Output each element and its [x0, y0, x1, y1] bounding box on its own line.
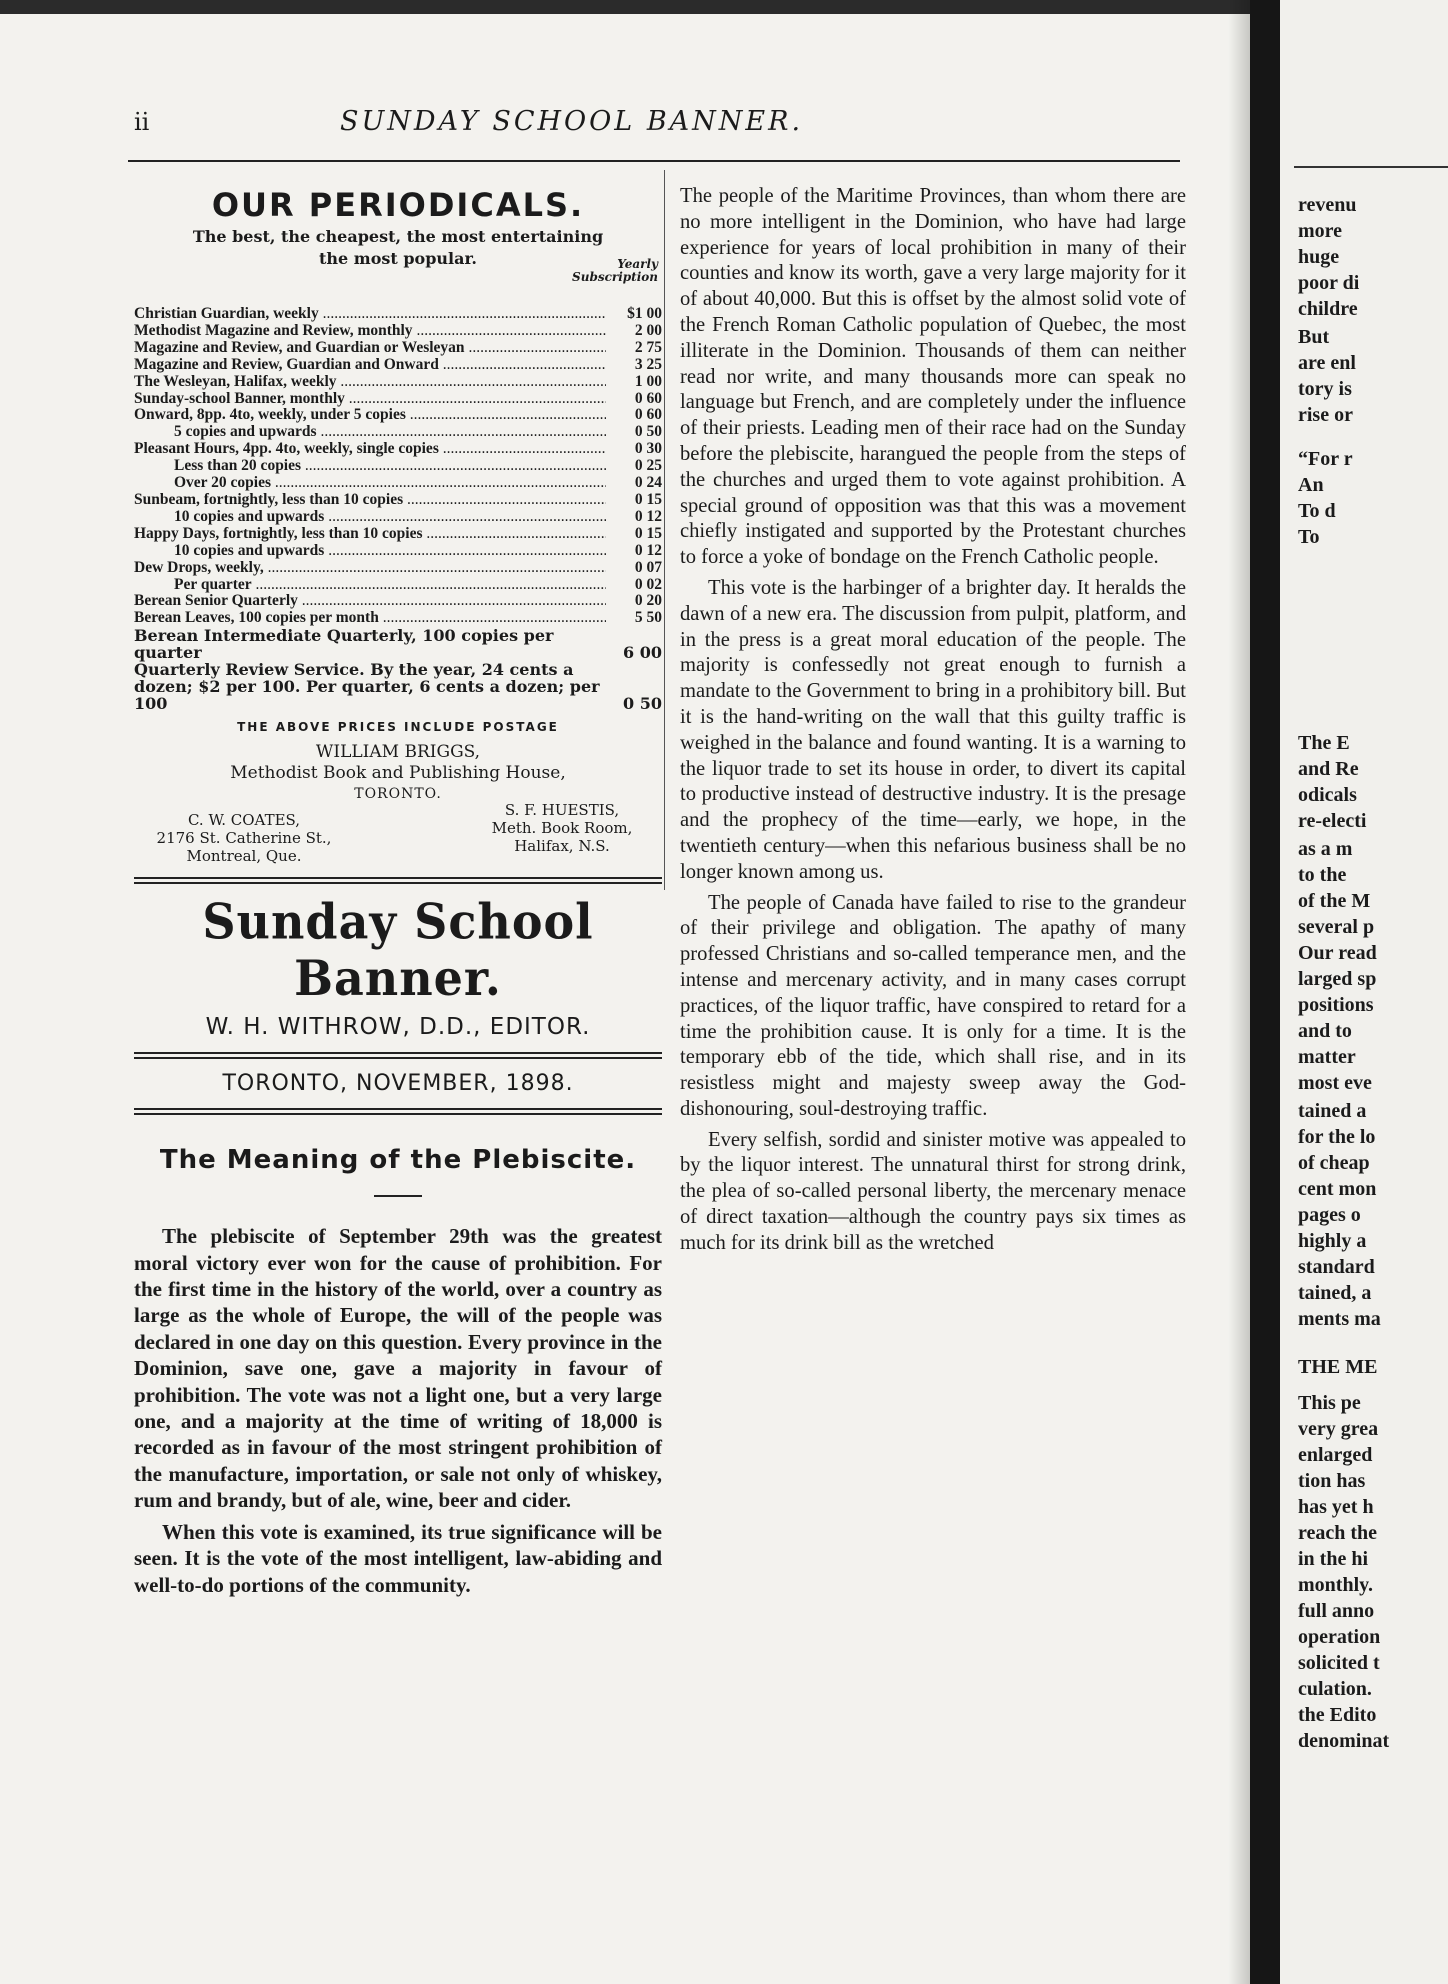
- column-divider: [664, 170, 665, 890]
- agent-line: C. W. COATES,: [187, 811, 301, 830]
- next-page-text-fragment: several p: [1298, 916, 1375, 938]
- price-value: 0 12: [634, 507, 662, 525]
- next-page-text-fragment: childre: [1298, 298, 1358, 320]
- price-row: [134, 543, 662, 560]
- title-rule: [374, 1195, 422, 1197]
- running-head: SUNDAY SCHOOL BANNER.: [340, 106, 804, 137]
- next-page-text-fragment: This pe: [1298, 1392, 1361, 1414]
- price-label: The Wesleyan, Halifax, weekly .....: [134, 374, 606, 391]
- price-value: 0 30: [634, 440, 662, 458]
- price-label: Happy Days, fortnightly, less than 10 copies .....: [134, 526, 606, 543]
- price-row: [134, 357, 662, 374]
- double-rule: [134, 1108, 662, 1115]
- paragraph: The people of Canada have failed to rise to the grandeur of their privilege and obligation. The apathy of many professed Christians and so-called temperance men, and the intense and mercenary activity, and in many cases corrupt practices, of the liquor traffic, have conspired to retard for a time the prohibition cause. It is only for a time. It is the temporary ebb of the tide, which shall rise, and in its resistless might and majesty sweep away the God-dishonouring, soul-destroying traffic.: [680, 891, 1186, 1120]
- next-page-text-fragment: reach the: [1298, 1522, 1378, 1544]
- next-page-text-fragment: the Edito: [1298, 1704, 1377, 1726]
- next-page-text-fragment: rise or: [1298, 404, 1353, 426]
- agent-line: 2176 St. Catherine St.,: [156, 829, 332, 848]
- price-value: 0 20: [634, 592, 662, 610]
- price-label: Berean Senior Quarterly .....: [134, 593, 606, 610]
- price-row: [134, 441, 662, 458]
- price-value: 2 75: [634, 338, 662, 356]
- price-row: [134, 407, 662, 424]
- price-value: 0 50: [634, 423, 662, 441]
- price-label: 5 copies and upwards .....: [134, 424, 606, 441]
- next-page-text-fragment: enlarged: [1298, 1444, 1373, 1466]
- price-row: [134, 526, 662, 543]
- price-row: [134, 391, 662, 408]
- next-page-text-fragment: operation: [1298, 1626, 1381, 1648]
- double-rule: [134, 877, 662, 884]
- next-page-text-fragment: ments ma: [1298, 1308, 1381, 1330]
- periodicals-subtitle-line-2: the most popular.: [319, 249, 477, 268]
- next-page-text-fragment: re-electi: [1298, 810, 1367, 832]
- publisher-block: [134, 742, 662, 805]
- price-label: Less than 20 copies .....: [134, 458, 606, 475]
- price-label: Sunday-school Banner, monthly .....: [134, 391, 606, 408]
- agent-halifax: [462, 801, 662, 865]
- next-page-text-fragment: positions: [1298, 994, 1374, 1016]
- paragraph: The people of the Maritime Provinces, than whom there are no more intelligent in the Dominion, who have had large experience for years of local prohibition in many of their counties and know its worth, gave a very large majority for it of about 40,000. But this is offset by the almost solid vote of the French Roman Catholic population of Quebec, the most illiterate in the Dominion. Thousands of them can neither read nor write, and many thousands more can speak no language but French, and are completely under the influence of their priests. Leading men of their race had on the Sunday before the plebiscite, harangued the people from the steps of the churches and urged them to vote against prohibition. A special ground of opposition was that this was a movement chiefly instigated and supported by the Protestant churches to force a yoke of bondage on the French Catholic people.: [680, 185, 1186, 569]
- price-row: [134, 560, 662, 577]
- middle-column: [680, 184, 1186, 1262]
- next-page-text-fragment: are enl: [1298, 352, 1356, 374]
- next-page-text-fragment: To: [1298, 526, 1320, 548]
- price-label: Per quarter .....: [134, 577, 606, 594]
- price-row: [134, 306, 662, 323]
- paragraph: Every selfish, sordid and sinister motive was appealed to by the liquor interest. The unnatural thirst for strong drink, the plea of so-called personal liberty, the mercenary menace of direct taxation—although the country pays six times as much for its drink bill as the wretched: [680, 1128, 1186, 1254]
- next-page-text-fragment: An: [1298, 474, 1324, 496]
- next-page-text-fragment: culation.: [1298, 1678, 1372, 1700]
- agent-line: Halifax, N.S.: [514, 837, 610, 856]
- periodicals-title: OUR PERIODICALS.: [211, 186, 585, 224]
- publisher-name: WILLIAM BRIGGS,: [315, 742, 481, 763]
- next-page-text-fragment: as a m: [1298, 838, 1353, 860]
- next-page-text-fragment: To d: [1298, 500, 1336, 522]
- price-value: 0 24: [634, 474, 662, 492]
- next-page-text-fragment: tory is: [1298, 378, 1352, 400]
- price-label: Quarterly Review Service. By the year, 24 cents a dozen; $2 per 100. Per quarter, 6 cents a dozen; per 100: [134, 660, 600, 714]
- price-label: Christian Guardian, weekly .....: [134, 306, 606, 323]
- yearly-header-line-2: Subscription: [572, 270, 658, 284]
- price-value: 0 02: [634, 575, 662, 593]
- price-row: [134, 475, 662, 492]
- price-row-review: [134, 661, 662, 712]
- double-rule: [134, 1052, 662, 1059]
- yearly-header-line-1: Yearly: [617, 257, 658, 271]
- article-body-left: [134, 1223, 662, 1598]
- price-label: Magazine and Review, Guardian and Onward .....: [134, 357, 606, 374]
- price-row-intermediate: [134, 627, 662, 661]
- next-page-text-fragment: to the: [1298, 864, 1347, 886]
- page-gutter: [1250, 0, 1280, 1984]
- price-value: $1 00: [627, 305, 662, 322]
- next-page-text-fragment: huge: [1298, 246, 1340, 268]
- next-page-text-fragment: most eve: [1298, 1072, 1372, 1094]
- article-title: The Meaning of the Plebiscite.: [159, 1145, 637, 1176]
- price-value: 0 15: [634, 524, 662, 542]
- next-page-text-fragment: tained a: [1298, 1100, 1367, 1122]
- next-page-text-fragment: denominat: [1298, 1730, 1390, 1752]
- next-page-text-fragment: cent mon: [1298, 1178, 1377, 1200]
- next-page-header-rule: [1294, 166, 1448, 168]
- next-page-fragment: [1280, 0, 1448, 1984]
- price-label: 10 copies and upwards .....: [134, 509, 606, 526]
- price-value: 0 15: [634, 490, 662, 508]
- paragraph: When this vote is examined, its true significance will be seen. It is the vote of the most intelligent, law-abiding and well-to-do portions of the community.: [134, 1519, 662, 1597]
- next-page-text-fragment: has yet h: [1298, 1496, 1374, 1518]
- publisher-city: TORONTO.: [354, 786, 442, 803]
- price-value: 0 60: [634, 406, 662, 424]
- article-body-middle: [680, 184, 1186, 1257]
- next-page-text-fragment: The E: [1298, 732, 1350, 754]
- postage-note: THE ABOVE PRICES INCLUDE POSTAGE: [237, 720, 559, 735]
- price-label: Berean Leaves, 100 copies per month .....: [134, 610, 606, 627]
- paragraph: The plebiscite of September 29th was the greatest moral victory ever won for the cause of prohibition. For the first time in the history of the world, over a country as large as the whole of Europe, the will of the people was declared in one day on this question. Every province in the Dominion, save one, gave a majority in favour of prohibition. The vote was not a light one, but a very large one, and a majority at the time of writing of 18,000 is recorded as in favour of the most stringent prohibition of the manufacture, importation, or sale not only of whiskey, rum and brandy, but of ale, wine, beer and cider.: [134, 1224, 662, 1513]
- price-label: Methodist Magazine and Review, monthly .....: [134, 323, 606, 340]
- price-label: Dew Drops, weekly, .....: [134, 560, 606, 577]
- price-label: Pleasant Hours, 4pp. 4to, weekly, single copies .....: [134, 441, 606, 458]
- next-page-text-fragment: pages o: [1298, 1204, 1361, 1226]
- left-column: [134, 180, 662, 1603]
- header-rule: [128, 160, 1180, 162]
- masthead-dateline: TORONTO, NOVEMBER, 1898.: [222, 1071, 574, 1097]
- next-page-text-fragment: revenu: [1298, 194, 1357, 216]
- price-value: 0 25: [634, 457, 662, 475]
- price-row: [134, 509, 662, 526]
- price-value: 1 00: [634, 372, 662, 390]
- price-row: [134, 492, 662, 509]
- paragraph: This vote is the harbinger of a brighter day. It heralds the dawn of a new era. The discussion from pulpit, platform, and in the press is a great moral education of the people. The majority is confessedly not great enough to furnish a mandate to the Government to bring in a prohibitory bill. But it is the hand-writing on the wall that this guilty traffic is weighed in the balance and found wanting. It is a warning to the liquor trade to set its house in order, to divert its capital to productive instead of destructive industry. It is the presage and the prophecy of the time—early, we hope, in the twentieth century—when this nefarious business shall be no longer known among us.: [680, 576, 1186, 883]
- next-page-text-fragment: standard: [1298, 1256, 1375, 1278]
- masthead-title: Sunday School Banner.: [202, 893, 594, 1007]
- next-page-text-fragment: monthly.: [1298, 1574, 1374, 1596]
- price-row: [134, 340, 662, 357]
- next-page-text-fragment: very grea: [1298, 1418, 1379, 1440]
- price-label: Sunbeam, fortnightly, less than 10 copies .....: [134, 492, 606, 509]
- price-value: 3 25: [634, 355, 662, 373]
- next-page-text-fragment: larged sp: [1298, 968, 1377, 990]
- price-row: [134, 593, 662, 610]
- yearly-subscription-header: [572, 258, 658, 284]
- next-page-text-fragment: for the lo: [1298, 1126, 1376, 1148]
- price-row: [134, 424, 662, 441]
- next-page-text-fragment: tained, a: [1298, 1282, 1372, 1304]
- folio: ii: [134, 108, 150, 136]
- price-label: Over 20 copies .....: [134, 475, 606, 492]
- agent-line: S. F. HUESTIS,: [504, 801, 620, 820]
- next-page-text-fragment: in the hi: [1298, 1548, 1369, 1570]
- price-row: [134, 577, 662, 594]
- agent-montreal: [134, 801, 354, 865]
- price-value: 0 07: [634, 558, 662, 576]
- price-list: [134, 306, 662, 627]
- next-page-text-fragment: more: [1298, 220, 1343, 242]
- price-row: [134, 458, 662, 475]
- agent-line: Meth. Book Room,: [491, 819, 633, 838]
- next-page-text-fragment: matter: [1298, 1046, 1356, 1068]
- price-value: 0 50: [623, 694, 662, 714]
- next-page-text-fragment: full anno: [1298, 1600, 1375, 1622]
- next-page-text-fragment: odicals: [1298, 784, 1357, 806]
- periodicals-subtitle-line-1: The best, the cheapest, the most entertaining: [192, 227, 604, 246]
- price-value: 5 50: [634, 609, 662, 627]
- next-page-text-fragment: tion has: [1298, 1470, 1366, 1492]
- price-row: [134, 374, 662, 391]
- price-value: 0 12: [634, 541, 662, 559]
- next-page-text-fragment: of the M: [1298, 890, 1371, 912]
- agent-line: Montreal, Que.: [186, 847, 302, 866]
- price-label: Magazine and Review, and Guardian or Wesleyan .....: [134, 340, 606, 357]
- next-page-text-fragment: But: [1298, 326, 1330, 348]
- periodicals-box: [134, 186, 662, 865]
- next-page-text-fragment: solicited t: [1298, 1652, 1380, 1674]
- next-page-text-fragment: “For r: [1298, 448, 1353, 470]
- gutter-shadow: [1228, 0, 1250, 1984]
- next-page-text-fragment: and to: [1298, 1020, 1352, 1042]
- next-page-text-fragment: and Re: [1298, 758, 1359, 780]
- price-value: 2 00: [634, 321, 662, 339]
- next-page-text-fragment: of cheap: [1298, 1152, 1370, 1174]
- agents: [134, 801, 662, 865]
- next-page-text-fragment: poor di: [1298, 272, 1360, 294]
- price-label: 10 copies and upwards .....: [134, 543, 606, 560]
- price-label: Berean Intermediate Quarterly, 100 copies per quarter: [134, 626, 554, 663]
- next-page-text-fragment: highly a: [1298, 1230, 1367, 1252]
- next-page-text-fragment: Our read: [1298, 942, 1377, 964]
- price-label: Onward, 8pp. 4to, weekly, under 5 copies .....: [134, 407, 606, 424]
- price-value: 0 60: [634, 389, 662, 407]
- price-row: [134, 610, 662, 627]
- masthead-editor: W. H. WITHROW, D.D., EDITOR.: [205, 1014, 591, 1041]
- price-value: 6 00: [623, 643, 662, 663]
- publisher-house: Methodist Book and Publishing House,: [230, 763, 566, 784]
- next-page-text-fragment: THE ME: [1298, 1356, 1378, 1378]
- price-row: [134, 323, 662, 340]
